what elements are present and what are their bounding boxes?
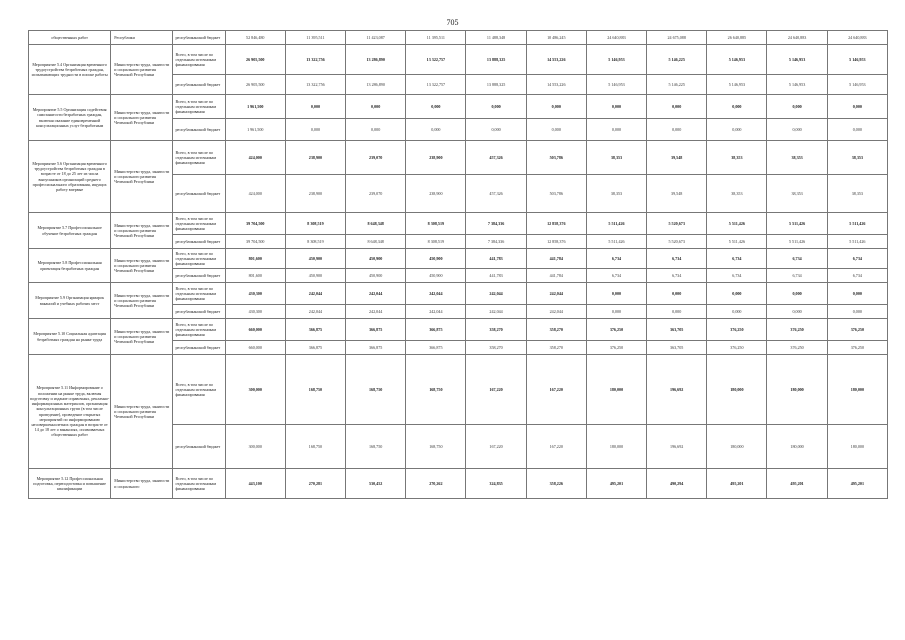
executor-cell: Министерство труда, занятости и социального развития Чеченской Республики xyxy=(111,45,173,95)
table-row xyxy=(29,141,888,175)
value-cell: 324,835 xyxy=(466,469,526,499)
table-row xyxy=(29,249,888,269)
value-cell: 168,750 xyxy=(285,355,345,425)
table-row xyxy=(29,355,888,425)
value-cell: 180,000 xyxy=(767,425,827,469)
executor-cell: Министерство труда, занятости и социального развития Чеченской Республики xyxy=(111,319,173,355)
value-cell: 0,000 xyxy=(586,95,646,119)
value-cell: 11 395,511 xyxy=(406,31,466,45)
value-cell: 168,750 xyxy=(406,355,466,425)
value-cell: 443,100 xyxy=(225,469,285,499)
value-cell: 503,786 xyxy=(526,141,586,175)
value-cell: 5 146,953 xyxy=(707,75,767,95)
value-cell: 180,000 xyxy=(707,425,767,469)
value-cell: 801,600 xyxy=(225,269,285,283)
value-cell: 13 322,757 xyxy=(406,45,466,75)
value-cell: 38,353 xyxy=(827,175,887,213)
value-cell: 239,070 xyxy=(346,141,406,175)
table-row xyxy=(29,45,888,75)
value-cell: 8 308,519 xyxy=(406,235,466,249)
value-cell: 424,000 xyxy=(225,141,285,175)
value-cell: 14 553,226 xyxy=(526,75,586,95)
value-cell: 300,000 xyxy=(225,355,285,425)
activity-cell: общественных работ xyxy=(29,31,111,45)
value-cell: 5 146,953 xyxy=(586,75,646,95)
source-cell: республиканский бюджет xyxy=(173,31,225,45)
value-cell: 0,000 xyxy=(466,95,526,119)
value-cell: 490,294 xyxy=(647,469,707,499)
value-cell: 168,750 xyxy=(406,425,466,469)
value-cell: 801,600 xyxy=(225,249,285,269)
value-cell: 11 395,511 xyxy=(285,31,345,45)
value-cell: 5 146,953 xyxy=(827,45,887,75)
value-cell: 26 905,500 xyxy=(225,45,285,75)
value-cell: 430,300 xyxy=(225,305,285,319)
value-cell: 0,000 xyxy=(767,305,827,319)
activity-cell: Мероприятие 5.4 Организация временного трудоустройства безработных граждан, испытывающих трудности в поиске работы xyxy=(29,45,111,95)
value-cell: 38,353 xyxy=(767,175,827,213)
value-cell: 441,784 xyxy=(526,269,586,283)
executor-cell: Министерство труда, занятости и социального развития Чеченской Республики xyxy=(111,355,173,469)
value-cell: 7 384,336 xyxy=(466,235,526,249)
value-cell: 0,000 xyxy=(285,95,345,119)
value-cell: 5 511,426 xyxy=(827,235,887,249)
executor-cell: Министерство труда, занятости и социального развития Чеченской Республики xyxy=(111,213,173,249)
value-cell: 441,783 xyxy=(466,269,526,283)
value-cell: 450,900 xyxy=(406,249,466,269)
value-cell: 0,000 xyxy=(827,305,887,319)
table-row xyxy=(29,213,888,235)
activity-cell: Мероприятие 5.10 Социальная адаптация безработных граждан на рынке труда xyxy=(29,319,111,355)
value-cell: 238,900 xyxy=(406,175,466,213)
value-cell: 239,070 xyxy=(346,175,406,213)
executor-cell: Министерство труда, занятости и социального развития Чеченской Республики xyxy=(111,141,173,213)
value-cell: 13 322,756 xyxy=(285,75,345,95)
activity-cell: Мероприятие 5.11 Информирование о положении на рынке труда, включая подготовку и издание справочных, рекламно-информационных материалов, организация консультационных групп (в том числе проведение), проведение открытых мероприятий по информированию несовершеннолетних граждан в возрасте от 14 до 18 лет о вакансиях, оплачиваемых общественных работ xyxy=(29,355,111,469)
value-cell: 13 286,890 xyxy=(346,45,406,75)
value-cell: 196,692 xyxy=(647,355,707,425)
value-cell: 242,044 xyxy=(526,305,586,319)
value-cell: 6,734 xyxy=(647,249,707,269)
value-cell: 238,900 xyxy=(285,175,345,213)
activity-cell: Мероприятие 5.5 Организация содействия самозанятости безработных граждан, включая оказание единовременной консультационных услуг безработным xyxy=(29,95,111,141)
value-cell: 358,270 xyxy=(526,341,586,355)
value-cell: 11 423,087 xyxy=(346,31,406,45)
value-cell: 242,044 xyxy=(526,283,586,305)
executor-cell: Министерство труда, занятости и социального развития Чеченской Республики xyxy=(111,283,173,319)
source-cell: республиканский бюджет xyxy=(173,175,225,213)
value-cell: 450,900 xyxy=(406,269,466,283)
value-cell: 358,270 xyxy=(526,319,586,341)
executor-cell: Республики xyxy=(111,31,173,45)
value-cell: 26 640,885 xyxy=(707,31,767,45)
value-cell: 242,044 xyxy=(285,305,345,319)
value-cell: 180,000 xyxy=(586,425,646,469)
value-cell: 450,900 xyxy=(346,269,406,283)
value-cell: 5 146,953 xyxy=(586,45,646,75)
value-cell: 5 520,673 xyxy=(647,213,707,235)
value-cell: 1 961,500 xyxy=(225,95,285,119)
source-cell: Всего, в том числе по отдельным источникам финансирования xyxy=(173,355,225,425)
value-cell: 376,250 xyxy=(586,341,646,355)
value-cell: 39 704,500 xyxy=(225,235,285,249)
value-cell: 13 322,756 xyxy=(285,45,345,75)
value-cell: 5 511,426 xyxy=(586,213,646,235)
value-cell: 660,000 xyxy=(225,319,285,341)
value-cell: 180,000 xyxy=(707,355,767,425)
source-cell: Всего, в том числе по отдельным источникам финансирования xyxy=(173,319,225,341)
value-cell: 24 675,088 xyxy=(647,31,707,45)
value-cell: 238,900 xyxy=(406,141,466,175)
value-cell: 5 146,953 xyxy=(767,75,827,95)
value-cell: 376,250 xyxy=(827,319,887,341)
value-cell: 0,000 xyxy=(827,283,887,305)
value-cell: 6,734 xyxy=(586,269,646,283)
value-cell: 39,548 xyxy=(647,141,707,175)
value-cell: 0,000 xyxy=(647,283,707,305)
source-cell: Всего, в том числе по отдельным источникам финансирования xyxy=(173,283,225,305)
value-cell: 495,201 xyxy=(767,469,827,499)
value-cell: 376,250 xyxy=(827,341,887,355)
value-cell: 5 511,426 xyxy=(707,213,767,235)
value-cell: 13 888,325 xyxy=(466,45,526,75)
value-cell: 6,734 xyxy=(707,269,767,283)
value-cell: 180,000 xyxy=(767,355,827,425)
value-cell: 441,784 xyxy=(526,249,586,269)
source-cell: Всего, в том числе по отдельным источникам финансирования xyxy=(173,141,225,175)
value-cell: 457,326 xyxy=(466,141,526,175)
table-row xyxy=(29,469,888,499)
activity-cell: Мероприятие 5.8 Профессиональная ориентация безработных граждан xyxy=(29,249,111,283)
value-cell: 5 511,426 xyxy=(767,213,827,235)
value-cell: 0,000 xyxy=(406,95,466,119)
activity-cell: Мероприятие 5.7 Профессиональное обучение безработных граждан xyxy=(29,213,111,249)
value-cell: 13 888,325 xyxy=(466,75,526,95)
value-cell: 39 704,500 xyxy=(225,213,285,235)
activity-cell: Мероприятие 5.9 Организация ярмарок вакансий и учебных рабочих мест xyxy=(29,283,111,319)
value-cell: 11 488,348 xyxy=(466,31,526,45)
value-cell: 5 146,953 xyxy=(827,75,887,95)
source-cell: республиканский бюджет xyxy=(173,235,225,249)
value-cell: 52 846,480 xyxy=(225,31,285,45)
value-cell: 0,000 xyxy=(466,119,526,141)
value-cell: 0,000 xyxy=(767,119,827,141)
value-cell: 242,044 xyxy=(466,283,526,305)
value-cell: 0,000 xyxy=(707,305,767,319)
value-cell: 168,750 xyxy=(285,425,345,469)
value-cell: 0,000 xyxy=(827,119,887,141)
value-cell: 0,000 xyxy=(767,95,827,119)
value-cell: 0,000 xyxy=(647,305,707,319)
table-row xyxy=(29,95,888,119)
value-cell: 242,044 xyxy=(346,283,406,305)
value-cell: 0,000 xyxy=(526,119,586,141)
value-cell: 376,250 xyxy=(767,341,827,355)
value-cell: 0,000 xyxy=(586,283,646,305)
value-cell: 196,692 xyxy=(647,425,707,469)
value-cell: 168,750 xyxy=(346,355,406,425)
value-cell: 38,353 xyxy=(827,141,887,175)
value-cell: 12 858,376 xyxy=(526,235,586,249)
value-cell: 366,875 xyxy=(346,319,406,341)
budget-table xyxy=(28,30,888,499)
value-cell: 376,250 xyxy=(586,319,646,341)
value-cell: 0,000 xyxy=(707,119,767,141)
table-row xyxy=(29,283,888,305)
value-cell: 7 384,336 xyxy=(466,213,526,235)
value-cell: 5 511,426 xyxy=(767,235,827,249)
value-cell: 270,281 xyxy=(285,469,345,499)
value-cell: 167,220 xyxy=(526,355,586,425)
value-cell: 366,875 xyxy=(406,319,466,341)
value-cell: 660,000 xyxy=(225,341,285,355)
value-cell: 6,734 xyxy=(767,249,827,269)
value-cell: 6,734 xyxy=(647,269,707,283)
value-cell: 167,220 xyxy=(526,425,586,469)
value-cell: 358,270 xyxy=(466,319,526,341)
value-cell: 0,000 xyxy=(647,119,707,141)
value-cell: 376,250 xyxy=(767,319,827,341)
value-cell: 0,000 xyxy=(707,283,767,305)
value-cell: 13 286,890 xyxy=(346,75,406,95)
value-cell: 0,000 xyxy=(767,283,827,305)
value-cell: 270,262 xyxy=(406,469,466,499)
value-cell: 38,353 xyxy=(767,141,827,175)
value-cell: 8 648,348 xyxy=(346,213,406,235)
value-cell: 530,452 xyxy=(346,469,406,499)
value-cell: 13 322,757 xyxy=(406,75,466,95)
source-cell: Всего, в том числе по отдельным источникам финансирования xyxy=(173,45,225,75)
value-cell: 503,786 xyxy=(526,175,586,213)
value-cell: 5 511,426 xyxy=(707,235,767,249)
page-number: 705 xyxy=(446,18,459,27)
value-cell: 358,270 xyxy=(466,341,526,355)
value-cell: 6,734 xyxy=(586,249,646,269)
value-cell: 6,734 xyxy=(827,269,887,283)
value-cell: 6,734 xyxy=(827,249,887,269)
value-cell: 10 486,245 xyxy=(526,31,586,45)
value-cell: 24 640,883 xyxy=(767,31,827,45)
value-cell: 0,000 xyxy=(827,95,887,119)
value-cell: 180,000 xyxy=(586,355,646,425)
value-cell: 495,201 xyxy=(586,469,646,499)
value-cell: 363,705 xyxy=(647,319,707,341)
value-cell: 14 553,226 xyxy=(526,45,586,75)
value-cell: 376,250 xyxy=(707,341,767,355)
value-cell: 0,000 xyxy=(346,95,406,119)
value-cell: 167,220 xyxy=(466,425,526,469)
value-cell: 363,705 xyxy=(647,341,707,355)
value-cell: 441,783 xyxy=(466,249,526,269)
value-cell: 8 308,519 xyxy=(406,213,466,235)
value-cell: 242,044 xyxy=(285,283,345,305)
value-cell: 0,000 xyxy=(707,95,767,119)
value-cell: 358,226 xyxy=(526,469,586,499)
value-cell: 8 308,519 xyxy=(285,235,345,249)
value-cell: 24 640,883 xyxy=(827,31,887,45)
source-cell: Всего, в том числе по отдельным источникам финансирования xyxy=(173,469,225,499)
source-cell: республиканский бюджет xyxy=(173,119,225,141)
value-cell: 12 858,376 xyxy=(526,213,586,235)
executor-cell: Министерство труда, занятости и социального развития Чеченской Республики xyxy=(111,95,173,141)
source-cell: Всего, в том числе по отдельным источникам финансирования xyxy=(173,95,225,119)
value-cell: 495,201 xyxy=(707,469,767,499)
value-cell: 366,875 xyxy=(406,341,466,355)
executor-cell: Министерство труда, занятости и социального xyxy=(111,469,173,499)
activity-cell: Мероприятие 5.6 Организация временного трудоустройства безработных граждан в возрасте от 18 до 25 лет из числа выпускников организаций среднего профессионального образования, ищущих работу впервые xyxy=(29,141,111,213)
value-cell: 180,000 xyxy=(827,355,887,425)
value-cell: 38,353 xyxy=(586,141,646,175)
activity-cell: Мероприятие 5.12 Профессиональная подготовка, переподготовка и повышение квалификации xyxy=(29,469,111,499)
value-cell: 450,900 xyxy=(285,249,345,269)
value-cell: 495,201 xyxy=(827,469,887,499)
value-cell: 366,875 xyxy=(285,319,345,341)
value-cell: 238,900 xyxy=(285,141,345,175)
value-cell: 424,000 xyxy=(225,175,285,213)
table-row xyxy=(29,319,888,341)
value-cell: 242,044 xyxy=(406,283,466,305)
source-cell: Всего, в том числе по отдельным источникам финансирования xyxy=(173,213,225,235)
value-cell: 366,875 xyxy=(346,341,406,355)
value-cell: 242,044 xyxy=(406,305,466,319)
value-cell: 26 905,500 xyxy=(225,75,285,95)
source-cell: республиканский бюджет xyxy=(173,75,225,95)
source-cell: республиканский бюджет xyxy=(173,305,225,319)
value-cell: 450,900 xyxy=(285,269,345,283)
value-cell: 0,000 xyxy=(586,119,646,141)
value-cell: 5 146,953 xyxy=(767,45,827,75)
value-cell: 38,353 xyxy=(707,175,767,213)
value-cell: 6,734 xyxy=(707,249,767,269)
value-cell: 0,000 xyxy=(346,119,406,141)
budget-table-container xyxy=(28,30,888,622)
executor-cell: Министерство труда, занятости и социального развития Чеченской Республики xyxy=(111,249,173,283)
value-cell: 300,000 xyxy=(225,425,285,469)
value-cell: 39,548 xyxy=(647,175,707,213)
value-cell: 0,000 xyxy=(526,95,586,119)
value-cell: 5 146,225 xyxy=(647,45,707,75)
value-cell: 366,875 xyxy=(285,341,345,355)
value-cell: 450,900 xyxy=(346,249,406,269)
source-cell: республиканский бюджет xyxy=(173,425,225,469)
value-cell: 167,220 xyxy=(466,355,526,425)
value-cell: 38,353 xyxy=(586,175,646,213)
value-cell: 180,000 xyxy=(827,425,887,469)
value-cell: 430,300 xyxy=(225,283,285,305)
value-cell: 457,326 xyxy=(466,175,526,213)
value-cell: 5 511,426 xyxy=(827,213,887,235)
value-cell: 242,044 xyxy=(346,305,406,319)
value-cell: 1 961,500 xyxy=(225,119,285,141)
value-cell: 24 640,883 xyxy=(586,31,646,45)
value-cell: 168,750 xyxy=(346,425,406,469)
value-cell: 8 308,519 xyxy=(285,213,345,235)
value-cell: 8 648,348 xyxy=(346,235,406,249)
table-row xyxy=(29,31,888,45)
source-cell: республиканский бюджет xyxy=(173,341,225,355)
value-cell: 38,353 xyxy=(707,141,767,175)
value-cell: 0,000 xyxy=(406,119,466,141)
value-cell: 0,000 xyxy=(586,305,646,319)
value-cell: 6,734 xyxy=(767,269,827,283)
source-cell: республиканский бюджет xyxy=(173,269,225,283)
value-cell: 5 146,953 xyxy=(707,45,767,75)
value-cell: 5 520,673 xyxy=(647,235,707,249)
value-cell: 376,250 xyxy=(707,319,767,341)
value-cell: 0,000 xyxy=(647,95,707,119)
value-cell: 5 146,225 xyxy=(647,75,707,95)
value-cell: 0,000 xyxy=(285,119,345,141)
value-cell: 242,044 xyxy=(466,305,526,319)
source-cell: Всего, в том числе по отдельным источникам финансирования xyxy=(173,249,225,269)
value-cell: 5 511,426 xyxy=(586,235,646,249)
